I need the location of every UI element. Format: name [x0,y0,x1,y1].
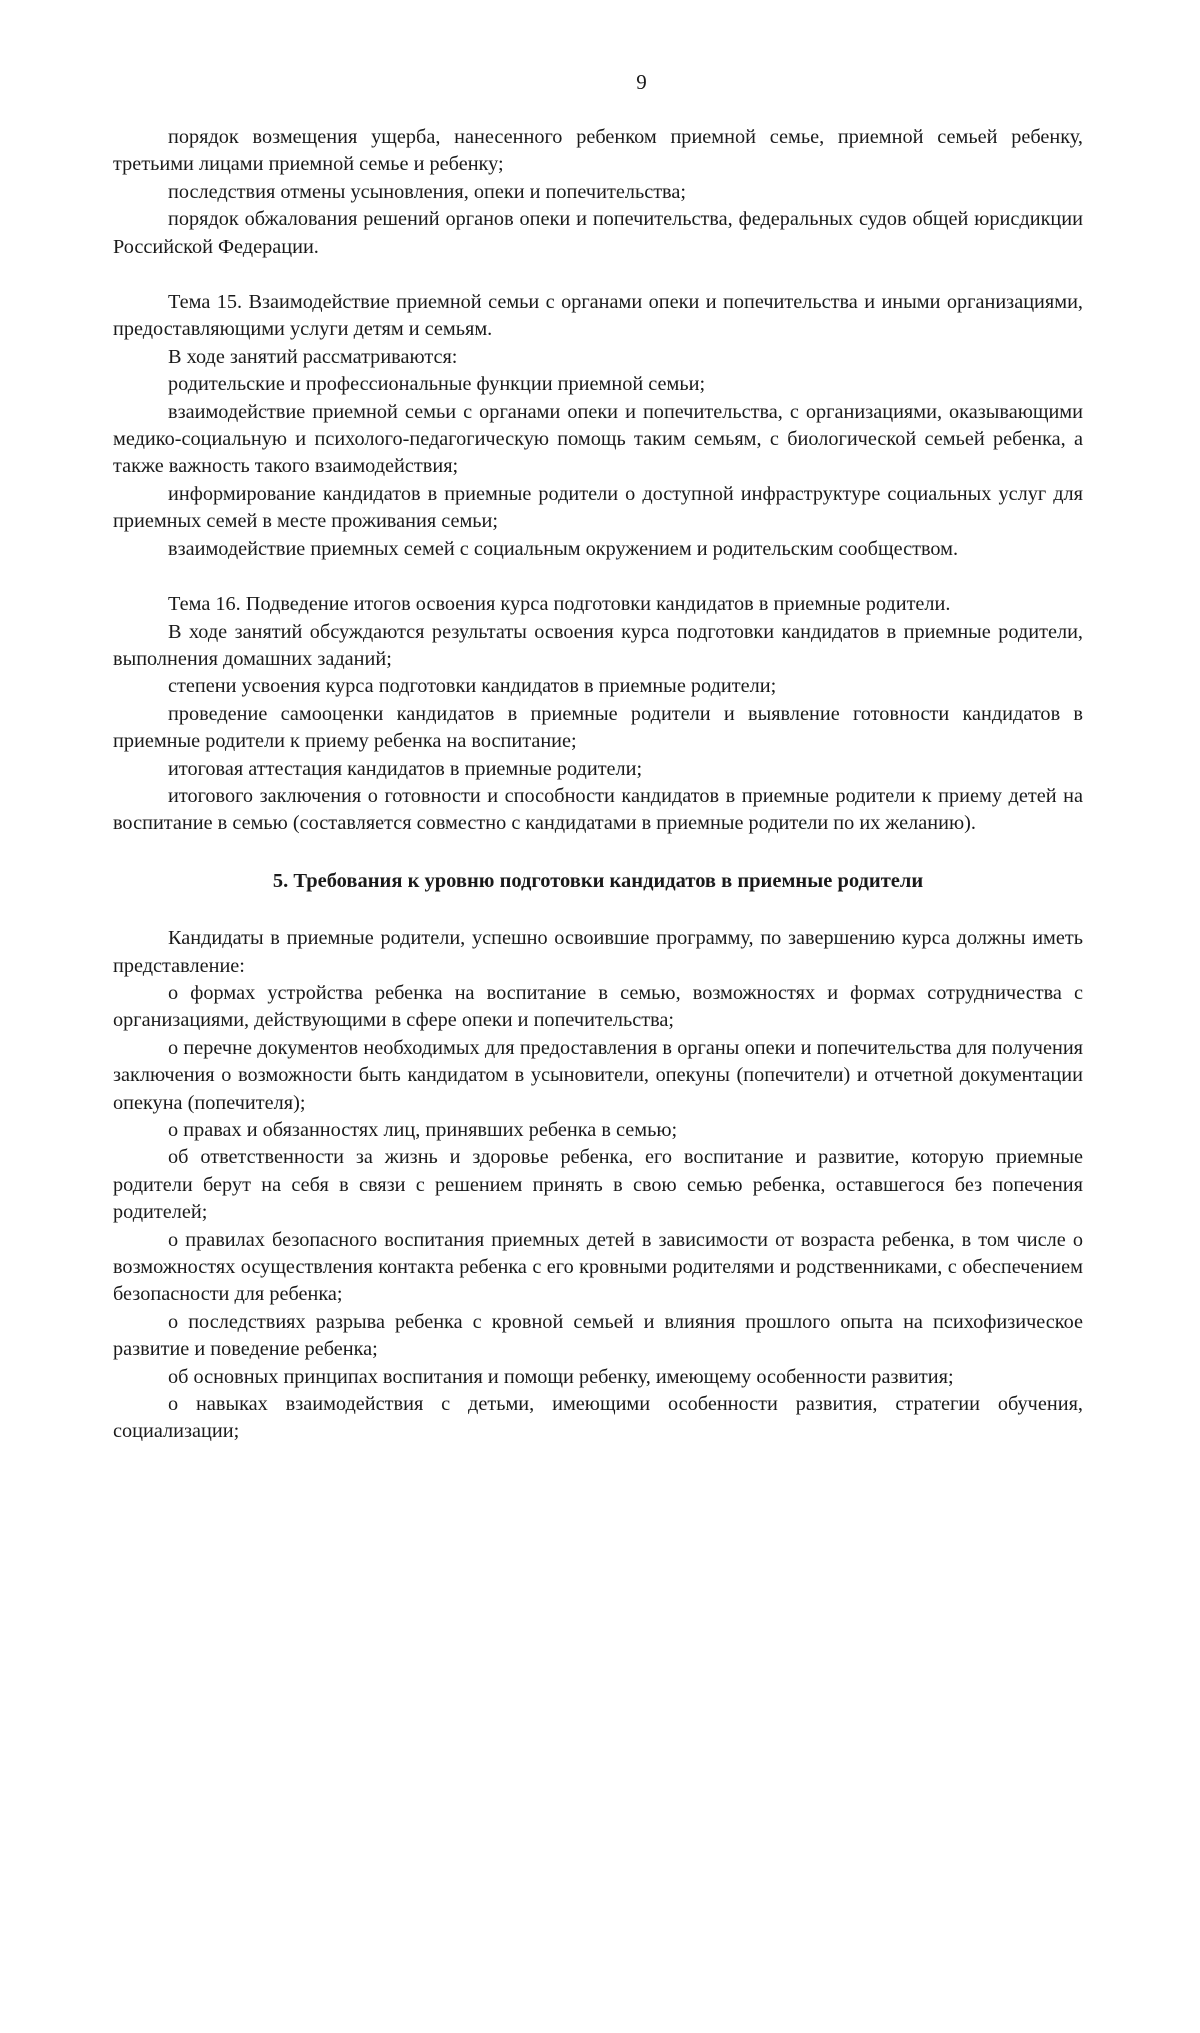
paragraph: родительские и профессиональные функции приемной семьи; [168,373,706,396]
paragraph: итогового заключения о готовности и способности кандидатов в приемные родители к приему детей на воспитание в семью (составляется совместно с кандидатами в приемные родители по их желанию). [113,784,1083,835]
paragraph: информирование кандидатов в приемные родители о доступной инфраструктуре социальных услуг для приемных семей в месте проживания семьи; [113,482,1083,533]
paragraph: о формах устройства ребенка на воспитание в семью, возможностях и формах сотрудничества с организациями, действующими в сфере опеки и попечительства; [113,981,1083,1032]
paragraph: степени усвоения курса подготовки кандидатов в приемные родители; [168,675,777,698]
paragraph: итоговая аттестация кандидатов в приемные родители; [168,757,643,780]
paragraph: В ходе занятий обсуждаются результаты освоения курса подготовки кандидатов в приемные родители, выполнения домашних заданий; [113,620,1083,670]
paragraph: о последствиях разрыва ребенка с кровной семьей и влияния прошлого опыта на психофизическое развитие и поведение ребенка; [113,1310,1083,1361]
page-number: 9 [636,70,647,94]
topic-title: Тема 15. Взаимодействие приемной семьи с органами опеки и попечительства и иными организациями, предоставляющими услуги детям и семьям. [113,291,1083,341]
paragraph: проведение самооценки кандидатов в приемные родители и выявление готовности кандидатов в приемные родители к приему ребенка на воспитание; [113,702,1083,753]
paragraph: взаимодействие приемной семьи с органами опеки и попечительства, с организациями, оказывающими медико-социальную и психолого-педагогическую помощь таким семьям, с биологической семьей ребенка, а также важность такого взаимодействия; [113,400,1083,478]
paragraph: порядок обжалования решений органов опеки и попечительства, федеральных судов общей юрисдикции Российской Федерации. [113,208,1083,258]
paragraph: о навыках взаимодействия с детьми, имеющими особенности развития, стратегии обучения, социализации; [113,1393,1083,1443]
paragraph: об основных принципах воспитания и помощи ребенку, имеющему особенности развития; [168,1365,954,1388]
paragraph: Кандидаты в приемные родители, успешно освоившие программу, по завершению курса должны иметь представление: [113,927,1083,977]
paragraph: взаимодействие приемных семей с социальным окружением и родительским сообществом. [168,537,959,560]
section-heading: 5. Требования к уровню подготовки кандидатов в приемные родители [272,869,924,892]
paragraph: последствия отмены усыновления, опеки и попечительства; [168,180,687,203]
paragraph: о правилах безопасного воспитания приемных детей в зависимости от возраста ребенка, в том числе о возможностях осуществления контакта ребенка с его кровными родителями и родственниками, с обеспечением безопасности для ребенка; [113,1228,1083,1306]
topic-title: Тема 16. Подведение итогов освоения курса подготовки кандидатов в приемные родители. [168,593,951,616]
section-legal-aspects [113,124,1083,261]
document-body [113,124,1083,1446]
section-requirements [113,925,1083,1446]
paragraph: В ходе занятий рассматриваются: [168,345,458,368]
section-topic-15 [113,289,1083,563]
paragraph: об ответственности за жизнь и здоровье ребенка, его воспитание и развитие, которую приемные родители берут на себя в связи с решением принять в свою семью ребенка, оставшегося без попечения родителей; [113,1146,1083,1224]
section-topic-16 [113,591,1083,838]
paragraph: порядок возмещения ущерба, нанесенного ребенком приемной семье, приемной семьей ребенку, третьими лицами приемной семье и ребенку; [113,126,1083,176]
paragraph: о правах и обязанностях лиц, принявших ребенка в семью; [168,1119,678,1141]
paragraph: о перечне документов необходимых для предоставления в органы опеки и попечительства для получения заключения о возможности быть кандидатом в усыновители, опекуны (попечители) и отчетной документации опекуна (попечителя); [113,1036,1083,1114]
